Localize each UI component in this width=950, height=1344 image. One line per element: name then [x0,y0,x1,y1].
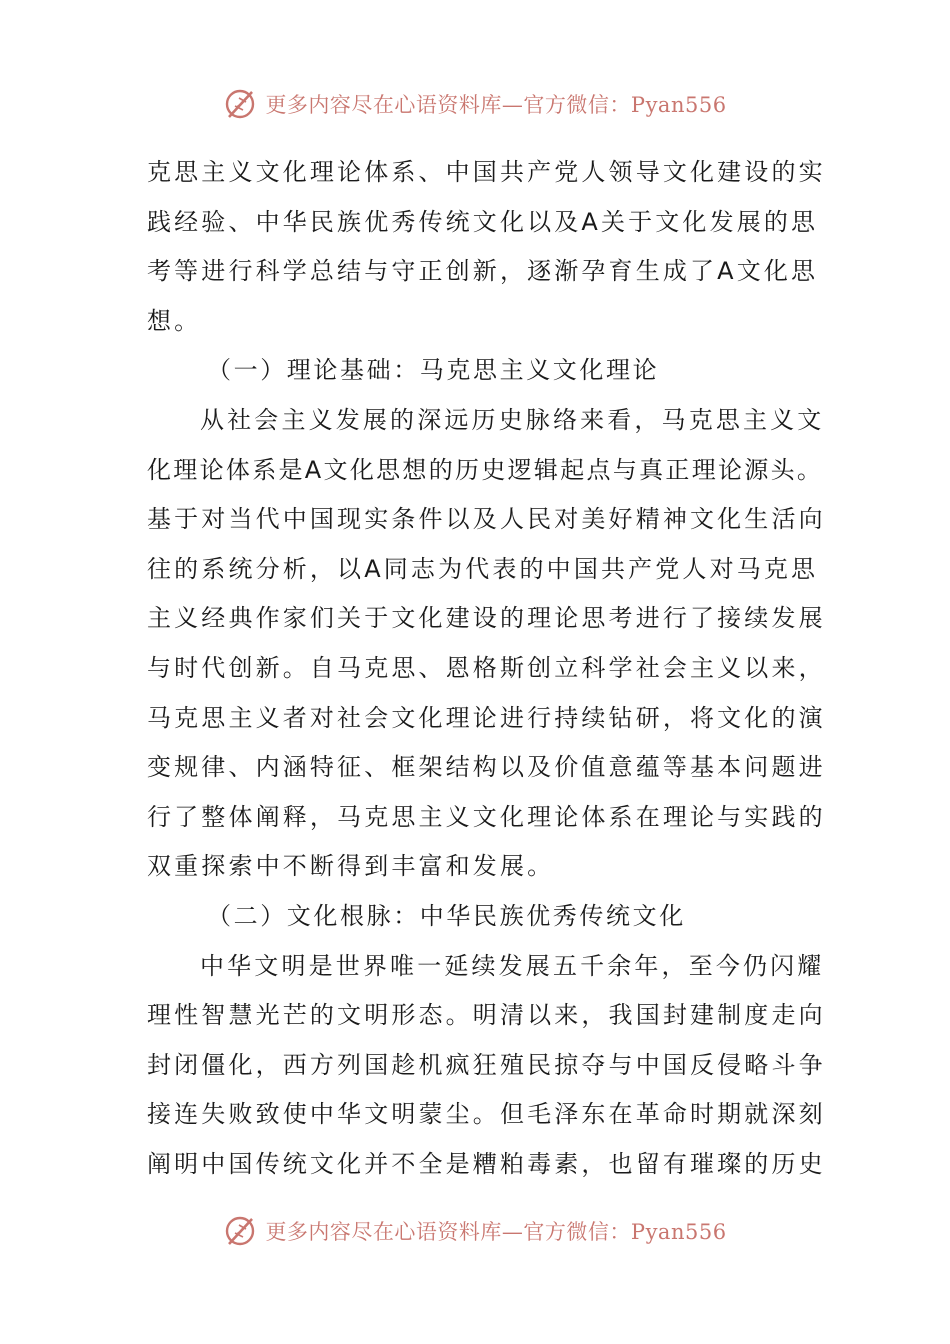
body-line: 主义经典作家们关于文化建设的理论思考进行了接续发展 [147,604,826,633]
document-body [147,148,827,1189]
body-line: 往的系统分析，以A同志为代表的中国共产党人对马克思 [147,554,819,583]
header-watermark [0,84,950,124]
section-heading-1: （一）理论基础：马克思主义文化理论 [207,356,660,385]
body-line: 践经验、中华民族优秀传统文化以及A关于文化发展的思 [147,207,819,236]
footer-watermark [0,1211,950,1251]
body-line: 从社会主义发展的深远历史脉络来看，马克思主义文 [200,405,825,434]
body-line: 变规律、内涵特征、框架结构以及价值意蕴等基本问题进 [147,753,826,782]
body-line: 化理论体系是A文化思想的历史逻辑起点与真正理论源头。 [147,455,824,484]
body-line: 理性智慧光芒的文明形态。明清以来，我国封建制度走向 [147,1001,826,1030]
section-heading-2: （二）文化根脉：中华民族优秀传统文化 [207,901,686,930]
body-line: 考等进行科学总结与守正创新，逐渐孕育生成了A文化思 [147,257,819,286]
body-line: 中华文明是世界唯一延续发展五千余年，至今仍闪耀 [200,951,825,980]
body-line: 与时代创新。自马克思、恩格斯创立科学社会主义以来， [147,653,826,682]
watermark-text: 更多内容尽在心语资料库—官方微信：Pyan556 [265,1220,727,1244]
body-line: 马克思主义者对社会文化理论进行持续钻研，将文化的演 [147,703,826,732]
body-line: 双重探索中不断得到丰富和发展。 [147,852,555,881]
body-line: 封闭僵化，西方列国趁机疯狂殖民掠夺与中国反侵略斗争 [147,1050,826,1079]
body-line: 想。 [147,306,202,335]
watermark-text: 更多内容尽在心语资料库—官方微信：Pyan556 [265,93,727,117]
body-line: 克思主义文化理论体系、中国共产党人领导文化建设的实 [147,158,826,186]
quill-logo-icon [223,86,259,122]
quill-logo-icon [223,1213,259,1249]
body-line: 基于对当代中国现实条件以及人民对美好精神文化生活向 [147,505,826,534]
body-line: 阐明中国传统文化并不全是糟粕毒素，也留有璀璨的历史 [147,1149,826,1178]
body-line: 接连失败致使中华文明蒙尘。但毛泽东在革命时期就深刻 [147,1100,826,1129]
body-line: 行了整体阐释，马克思主义文化理论体系在理论与实践的 [147,802,826,831]
